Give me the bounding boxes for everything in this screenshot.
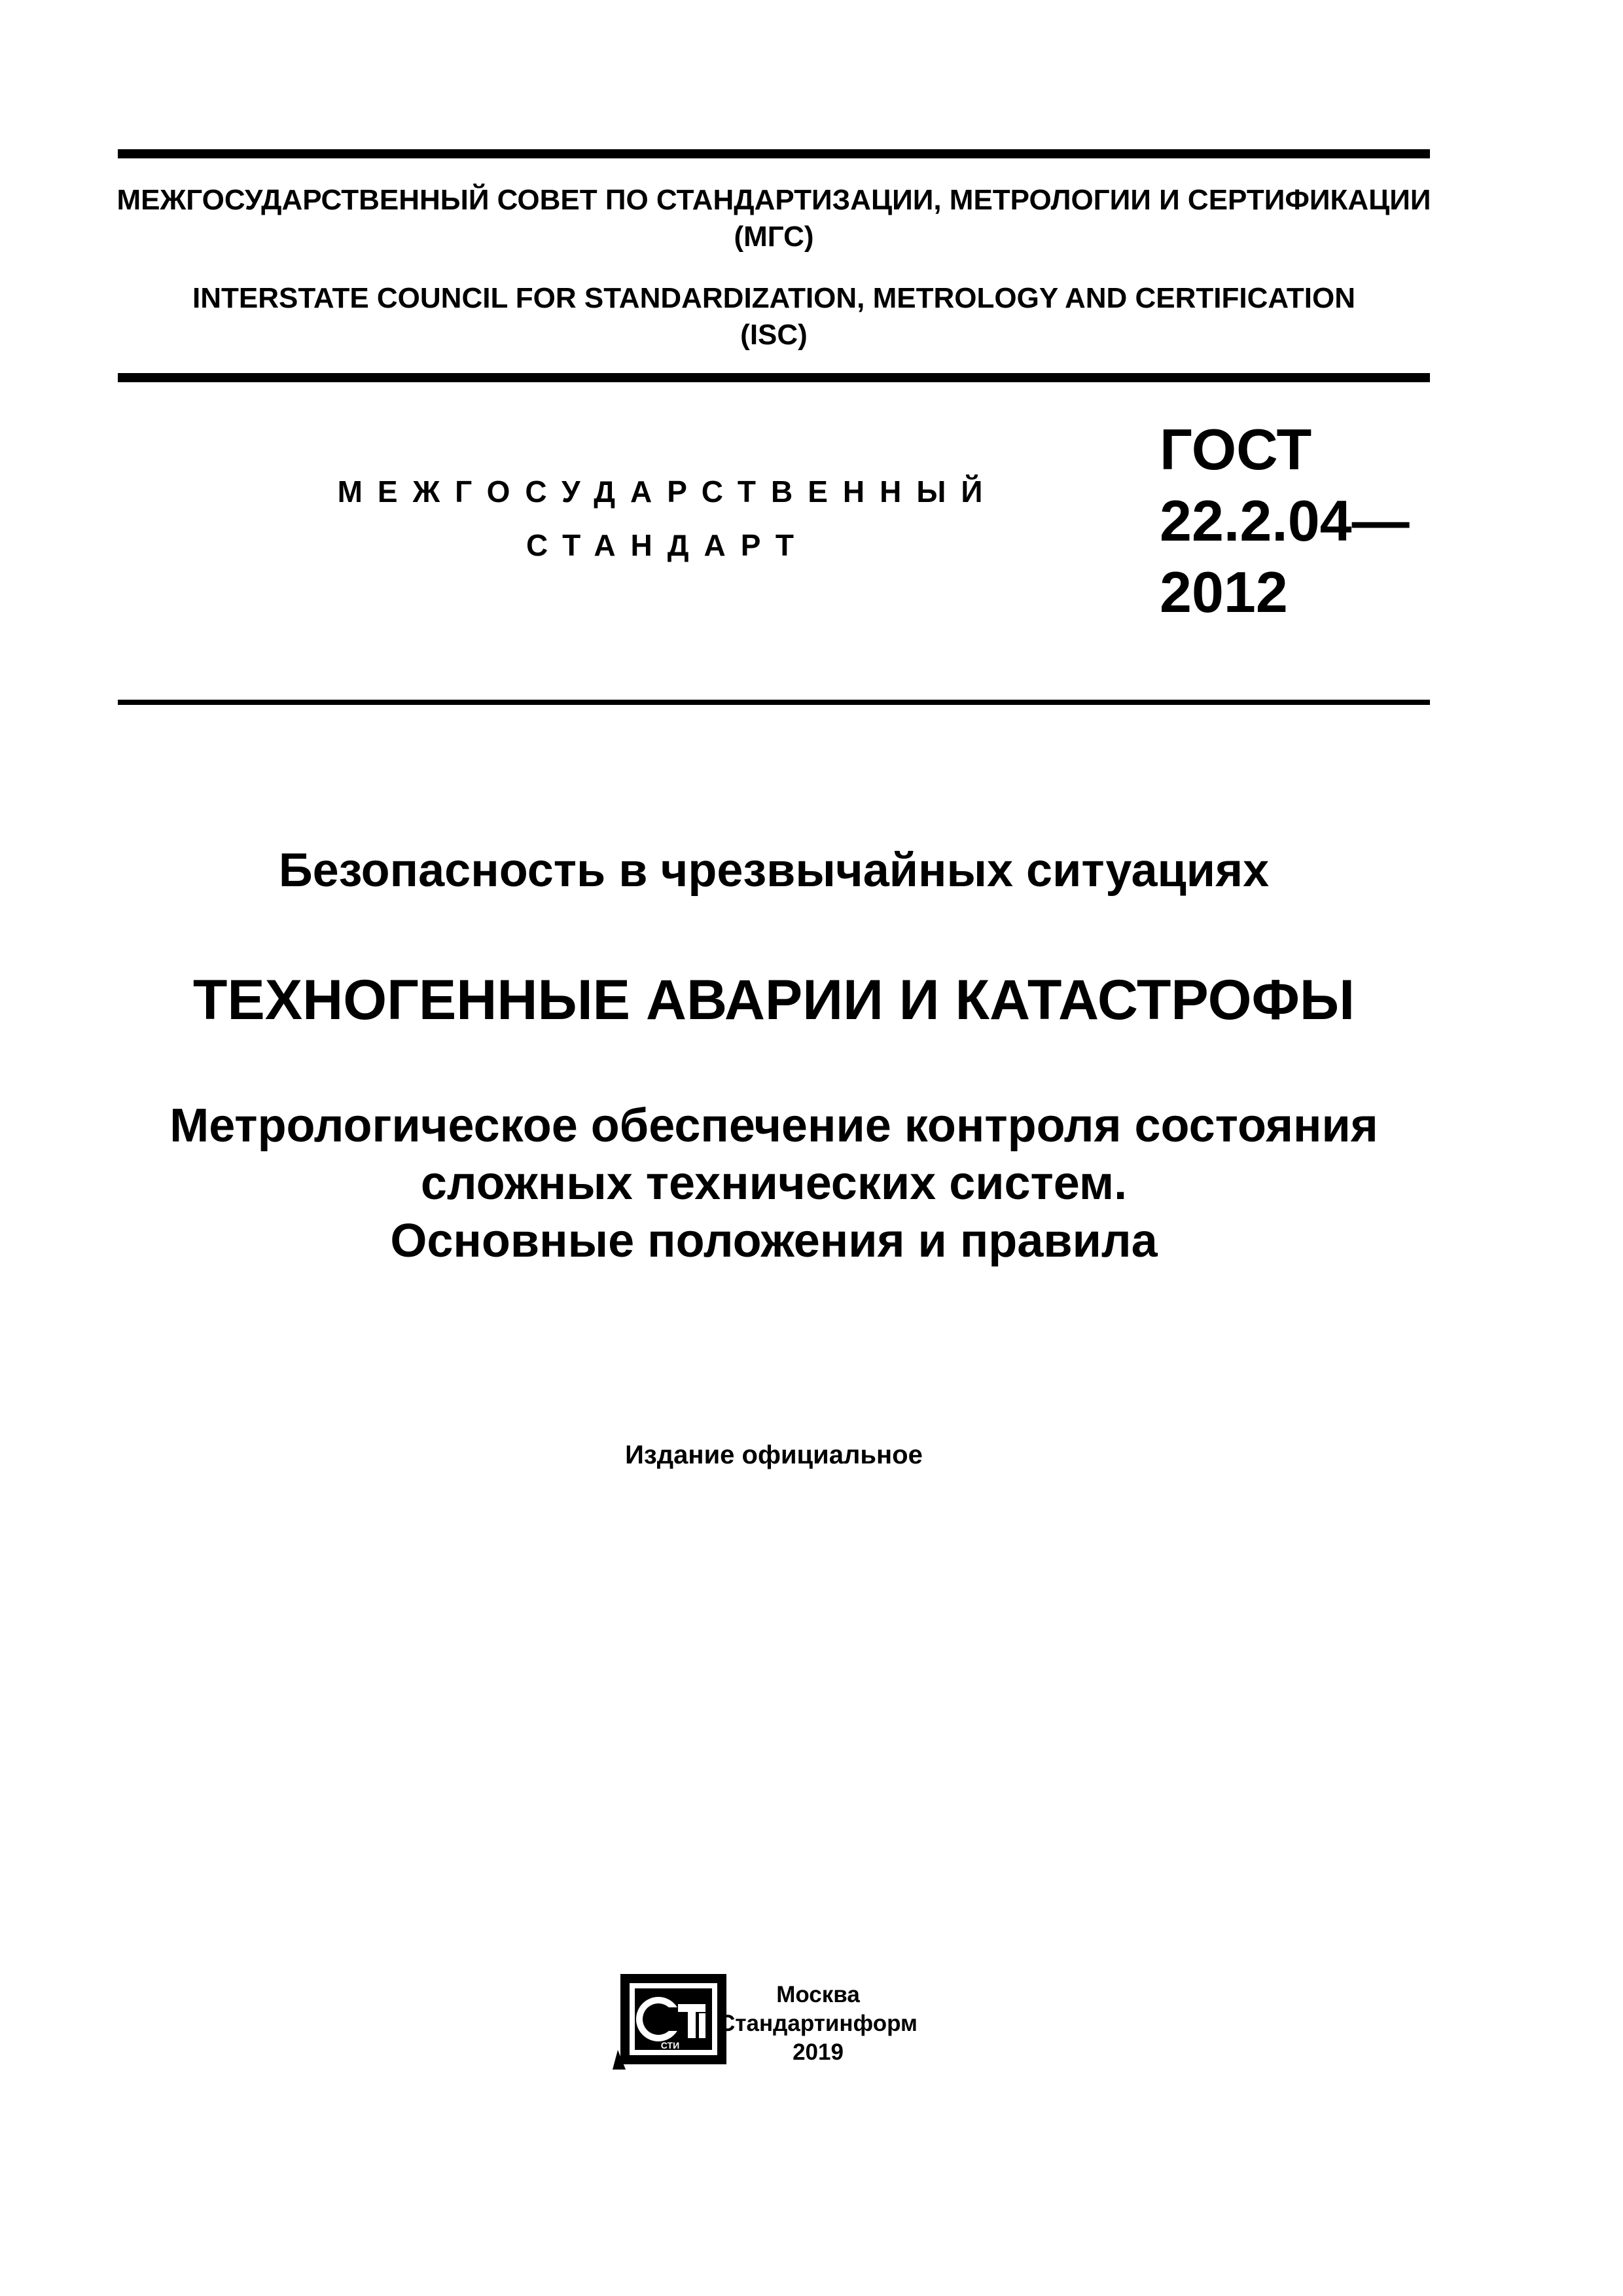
- top-rule: [118, 149, 1430, 158]
- standard-kind-line1: МЕЖГОСУДАРСТВЕННЫЙ: [337, 475, 998, 509]
- standard-kind-line2: СТАНДАРТ: [526, 528, 809, 562]
- edition-label: Издание официальное: [625, 1441, 923, 1469]
- series-title: Безопасность в чрезвычайных ситуациях: [278, 844, 1270, 897]
- header-rule: [118, 373, 1430, 382]
- logo-text: СТИ: [660, 2040, 680, 2051]
- council-en: INTERSTATE COUNCIL FOR STANDARDIZATION, METROLOGY AND CERTIFICATION: [192, 282, 1356, 314]
- council-ru-abbr: (МГС): [734, 221, 814, 253]
- gost-number: 22.2.04—: [1160, 488, 1410, 553]
- council-ru: МЕЖГОСУДАРСТВЕННЫЙ СОВЕТ ПО СТАНДАРТИЗАЦИИ, МЕТРОЛОГИИ И СЕРТИФИКАЦИИ: [116, 184, 1431, 216]
- subtitle-line1: Метрологическое обеспечение контроля состояния: [169, 1100, 1378, 1152]
- main-title: ТЕХНОГЕННЫЕ АВАРИИ И КАТАСТРОФЫ: [192, 969, 1355, 1031]
- imprint-year: 2019: [793, 2039, 844, 2065]
- designation-rule: [118, 700, 1430, 705]
- imprint-city: Москва: [776, 1982, 860, 2007]
- imprint-publisher: Стандартинформ: [719, 2011, 918, 2036]
- subtitle-line2: сложных технических систем.: [420, 1157, 1128, 1210]
- subtitle-line3: Основные положения и правила: [390, 1215, 1158, 1267]
- gost-prefix: ГОСТ: [1160, 417, 1312, 482]
- gost-year: 2012: [1160, 560, 1288, 624]
- council-en-abbr: (ISC): [740, 319, 808, 351]
- imprint: [707, 1981, 929, 2067]
- gost-designation: [1160, 414, 1410, 628]
